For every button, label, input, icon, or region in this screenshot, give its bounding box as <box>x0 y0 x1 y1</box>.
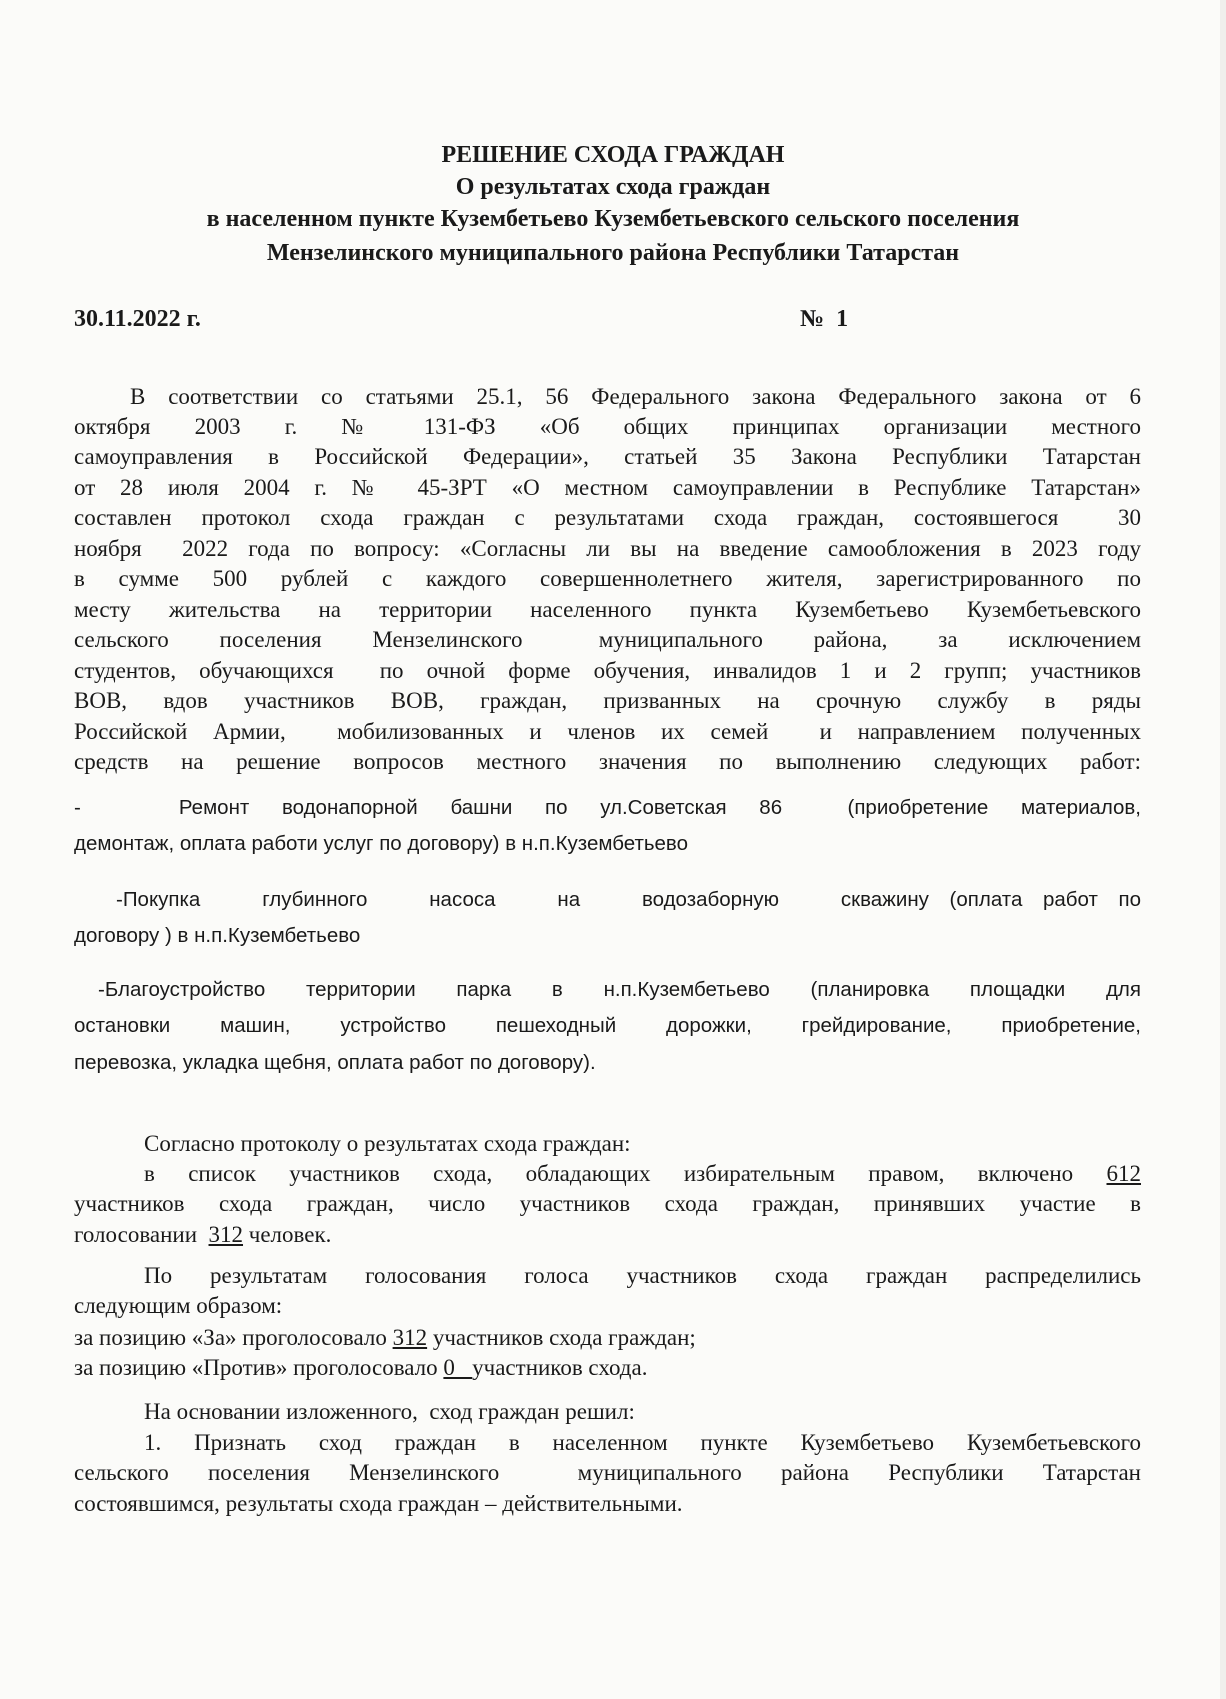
text-line <box>74 1012 1141 1040</box>
text-segment: перевозка, укладка щебня, оплата работ по договору). <box>74 1051 596 1074</box>
text-segment: в сумме 500 рублей с каждого совершеннолетнего жителя, зарегистрированного по <box>74 566 1141 591</box>
text-line <box>74 535 1141 563</box>
text-segment: сельского поселения Мензелинского муниципального района Республики Татарстан <box>74 1460 1141 1485</box>
underlined-value: 312 <box>392 1325 428 1350</box>
text-segment: от 28 июля 2004 г. № 45-ЗРТ «О местном самоуправлении в Республике Татарстан» <box>74 475 1141 500</box>
text-segment: средств на решение вопросов местного значения по выполнению следующих работ: <box>74 749 1141 774</box>
text-line <box>74 443 1141 471</box>
document-subtitle-locality: в населенном пункте Кузембетьево Кузембетьевского сельского поселения <box>206 206 1020 232</box>
text-line <box>74 1221 1141 1249</box>
text-segment: студентов, обучающихся по очной форме обучения, инвалидов 1 и 2 групп; участников <box>74 658 1141 683</box>
text-line <box>74 748 1141 776</box>
text-line <box>144 1429 1141 1457</box>
document-subtitle: О результатах схода граждан <box>455 174 771 200</box>
text-segment: состоявшимся, результаты схода граждан – действительными. <box>74 1491 683 1516</box>
text-segment: Российской Армии, мобилизованных и членов их семей и направлением полученных <box>74 719 1141 744</box>
text-segment: участников схода. <box>472 1355 648 1380</box>
text-line <box>98 976 1141 1004</box>
text-line <box>74 474 1141 502</box>
text-segment: На основании изложенного, сход граждан решил: <box>144 1399 635 1424</box>
text-segment: самоуправления в Российской Федерации», статьей 35 Закона Республики Татарстан <box>74 444 1141 469</box>
text-segment: остановки машин, устройство пешеходный дорожки, грейдирование, приобретение, <box>74 1014 1141 1037</box>
text-segment: за позицию «Против» проголосовало <box>74 1355 444 1380</box>
text-segment: договору ) в н.п.Кузембетьево <box>74 924 361 947</box>
text-line <box>144 1160 1141 1188</box>
text-line <box>74 1292 1141 1320</box>
document-number: № 1 <box>800 306 849 332</box>
document-date: 30.11.2022 г. <box>74 306 201 332</box>
text-line <box>116 886 1141 914</box>
text-line <box>74 1324 1141 1352</box>
text-line <box>74 794 1141 822</box>
text-line <box>74 718 1141 746</box>
text-line <box>74 830 1141 858</box>
text-line <box>144 1262 1141 1290</box>
text-line <box>74 504 1141 532</box>
text-segment: за позицию «За» проголосовало <box>74 1325 393 1350</box>
text-line <box>74 657 1141 685</box>
underlined-value: 612 <box>1106 1161 1141 1186</box>
text-line <box>74 1459 1141 1487</box>
text-segment: ноября 2022 года по вопросу: «Согласны ли вы на введение самообложения в 2023 году <box>74 536 1141 561</box>
text-segment: Согласно протоколу о результатах схода граждан: <box>144 1131 631 1156</box>
text-segment: голосовании <box>74 1222 209 1247</box>
text-line <box>74 565 1141 593</box>
text-line <box>144 1398 1141 1426</box>
text-segment: -Благоустройство территории парка в н.п.Кузембетьево (планировка площадки для <box>98 978 1141 1001</box>
text-line <box>74 1354 1141 1382</box>
text-line <box>74 596 1141 624</box>
text-segment: составлен протокол схода граждан с результатами схода граждан, состоявшегося 30 <box>74 505 1141 530</box>
text-segment: октября 2003 г. № 131-ФЗ «Об общих принципах организации местного <box>74 414 1141 439</box>
text-segment: - Ремонт водонапорной башни по ул.Советская 86 (приобретение материалов, <box>74 796 1141 819</box>
text-segment: По результатам голосования голоса участников схода граждан распределились <box>144 1263 1141 1288</box>
text-line <box>74 1049 1141 1077</box>
underlined-value: 0 <box>443 1355 473 1380</box>
text-segment: месту жительства на территории населенного пункта Кузембетьево Кузембетьевского <box>74 597 1141 622</box>
document-title: РЕШЕНИЕ СХОДА ГРАЖДАН <box>441 142 785 168</box>
text-line <box>74 413 1141 441</box>
text-segment: следующим образом: <box>74 1293 283 1318</box>
text-line <box>74 626 1141 654</box>
text-line <box>144 1130 1141 1158</box>
text-segment: -Покупка глубинного насоса на водозаборную скважину (оплата работ по <box>116 888 1141 911</box>
text-segment: 1. Признать сход граждан в населенном пункте Кузембетьево Кузембетьевского <box>144 1430 1141 1455</box>
text-line <box>74 922 1141 950</box>
text-line <box>130 383 1141 411</box>
text-segment: ВОВ, вдов участников ВОВ, граждан, призванных на срочную службу в ряды <box>74 688 1141 713</box>
text-segment: в список участников схода, обладающих избирательным правом, включено <box>144 1161 1107 1186</box>
text-segment: В соответствии со статьями 25.1, 56 Федерального закона Федерального закона от 6 <box>130 384 1141 409</box>
text-line <box>74 1190 1141 1218</box>
text-segment: участников схода граждан; <box>427 1325 696 1350</box>
document-subtitle-district: Мензелинского муниципального района Республики Татарстан <box>266 240 960 266</box>
text-segment: участников схода граждан, число участников схода граждан, принявших участие в <box>74 1191 1141 1216</box>
text-segment: сельского поселения Мензелинского муниципального района, за исключением <box>74 627 1141 652</box>
text-segment: демонтаж, оплата работи услуг по договору) в н.п.Кузембетьево <box>74 832 688 855</box>
underlined-value: 312 <box>208 1222 244 1247</box>
text-line <box>74 1490 1141 1518</box>
text-line <box>74 687 1141 715</box>
text-segment: человек. <box>243 1222 332 1247</box>
